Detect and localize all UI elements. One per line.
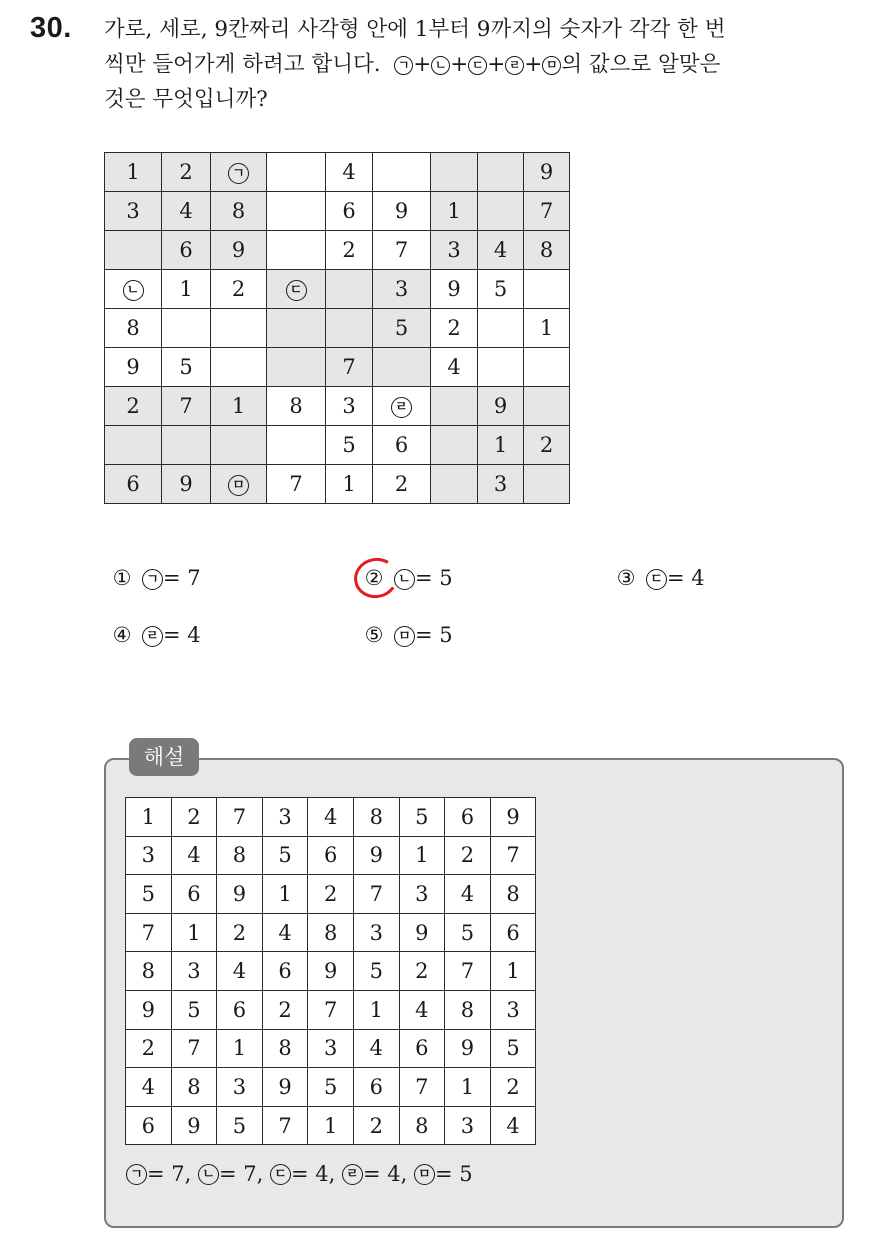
puzzle-cell: 7 — [162, 387, 211, 426]
solution-cell: 5 — [217, 1106, 263, 1145]
puzzle-cell: 9 — [105, 348, 162, 387]
solution-cell: 9 — [490, 798, 536, 837]
choice-number: ② — [364, 566, 384, 590]
solution-cell: 7 — [217, 798, 263, 837]
solution-cell: 2 — [445, 836, 491, 875]
puzzle-cell: 2 — [373, 465, 431, 504]
solution-cell: 7 — [308, 990, 354, 1029]
solution-cell: 8 — [353, 798, 399, 837]
solution-cell: 3 — [353, 913, 399, 952]
puzzle-cell: 4 — [326, 153, 373, 192]
circled-mark: ㄱ — [228, 163, 249, 184]
puzzle-cell — [105, 270, 162, 309]
empty-cell — [267, 231, 326, 270]
choice-content — [142, 566, 201, 590]
solution-cell: 7 — [399, 1068, 445, 1107]
puzzle-cell: 5 — [162, 348, 211, 387]
puzzle-cell: 5 — [326, 426, 373, 465]
empty-cell — [373, 348, 431, 387]
solution-cell: 1 — [217, 1029, 263, 1068]
solution-row — [126, 952, 536, 991]
choice-content — [394, 623, 453, 647]
solution-cell: 6 — [490, 913, 536, 952]
puzzle-cell: 9 — [373, 192, 431, 231]
solution-cell: 1 — [262, 875, 308, 914]
solution-cell: 4 — [217, 952, 263, 991]
puzzle-cell: 2 — [162, 153, 211, 192]
puzzle-cell: 5 — [478, 270, 524, 309]
circled-mark: ㄷ — [286, 280, 307, 301]
solution-cell: 6 — [399, 1029, 445, 1068]
solution-row — [126, 990, 536, 1029]
choice-value: = 4 — [667, 566, 705, 590]
choice-number: ③ — [616, 566, 636, 590]
solution-cell: 6 — [353, 1068, 399, 1107]
empty-cell — [105, 426, 162, 465]
empty-cell — [524, 465, 570, 504]
empty-cell — [267, 348, 326, 387]
choice-4[interactable] — [110, 623, 201, 647]
empty-cell — [431, 465, 478, 504]
choice-value: = 5 — [415, 623, 453, 647]
solution-cell: 5 — [308, 1068, 354, 1107]
answer-value: = 5 — [434, 1162, 473, 1186]
question-line-2-pre: 씩만 들어가게 하려고 합니다. — [104, 52, 381, 77]
puzzle-row — [105, 426, 570, 465]
question-number: 30. — [30, 12, 72, 44]
puzzle-cell: 1 — [431, 192, 478, 231]
puzzle-cell: 7 — [524, 192, 570, 231]
empty-cell — [478, 348, 524, 387]
solution-cell: 1 — [353, 990, 399, 1029]
solution-cell: 5 — [399, 798, 445, 837]
puzzle-cell: 9 — [431, 270, 478, 309]
solution-row — [126, 1029, 536, 1068]
puzzle-row — [105, 387, 570, 426]
choice-content — [646, 566, 705, 590]
solution-cell: 4 — [490, 1106, 536, 1145]
puzzle-grid — [104, 152, 570, 504]
solution-cell: 2 — [353, 1106, 399, 1145]
puzzle-cell: 2 — [431, 309, 478, 348]
solution-row — [126, 1068, 536, 1107]
puzzle-cell: 4 — [162, 192, 211, 231]
puzzle-cell: 2 — [211, 270, 267, 309]
plus-sign: + — [413, 52, 432, 77]
solution-cell: 5 — [262, 836, 308, 875]
puzzle-cell: 3 — [373, 270, 431, 309]
question-line-3: 것은 무엇입니까? — [104, 87, 268, 112]
empty-cell — [211, 309, 267, 348]
circled-mark: ㅁ — [394, 626, 415, 647]
puzzle-row — [105, 348, 570, 387]
solution-grid — [125, 797, 536, 1145]
solution-cell: 1 — [445, 1068, 491, 1107]
empty-cell — [267, 192, 326, 231]
solution-cell: 3 — [217, 1068, 263, 1107]
solution-cell: 2 — [217, 913, 263, 952]
empty-cell — [326, 309, 373, 348]
empty-cell — [105, 231, 162, 270]
solution-cell: 8 — [217, 836, 263, 875]
solution-cell: 5 — [490, 1029, 536, 1068]
puzzle-row — [105, 465, 570, 504]
solution-cell: 9 — [126, 990, 172, 1029]
solution-cell: 7 — [126, 913, 172, 952]
solution-cell: 6 — [126, 1106, 172, 1145]
empty-cell — [431, 153, 478, 192]
solution-cell: 9 — [308, 952, 354, 991]
solution-cell: 7 — [353, 875, 399, 914]
solution-cell: 5 — [171, 990, 217, 1029]
solution-row — [126, 836, 536, 875]
choice-2[interactable] — [362, 566, 453, 590]
circled-mark: ㄴ — [431, 56, 450, 75]
puzzle-cell: 4 — [478, 231, 524, 270]
puzzle-cell: 3 — [105, 192, 162, 231]
solution-cell: 3 — [171, 952, 217, 991]
circled-mark: ㅁ — [414, 1164, 435, 1185]
empty-cell — [431, 426, 478, 465]
question-line-1: 가로, 세로, 9칸짜리 사각형 안에 1부터 9까지의 숫자가 각각 한 번 — [104, 17, 726, 42]
circled-mark: ㄷ — [270, 1164, 291, 1185]
circled-mark: ㄴ — [394, 569, 415, 590]
puzzle-cell: 1 — [524, 309, 570, 348]
puzzle-cell: 9 — [478, 387, 524, 426]
circled-mark: ㄷ — [468, 56, 487, 75]
solution-cell: 4 — [445, 875, 491, 914]
puzzle-row — [105, 270, 570, 309]
empty-cell — [267, 153, 326, 192]
solution-cell: 8 — [490, 875, 536, 914]
puzzle-cell: 1 — [162, 270, 211, 309]
puzzle-cell: 6 — [326, 192, 373, 231]
solution-cell: 4 — [399, 990, 445, 1029]
circled-mark: ㄷ — [646, 569, 667, 590]
empty-cell — [373, 153, 431, 192]
solution-cell: 6 — [262, 952, 308, 991]
solution-cell: 1 — [399, 836, 445, 875]
solution-cell: 5 — [353, 952, 399, 991]
solution-cell: 8 — [126, 952, 172, 991]
choice-1[interactable] — [110, 566, 201, 590]
puzzle-cell — [211, 465, 267, 504]
plus-sign: + — [524, 52, 543, 77]
puzzle-cell: 1 — [326, 465, 373, 504]
plus-sign: + — [450, 52, 469, 77]
choice-content — [394, 566, 453, 590]
solution-cell: 5 — [126, 875, 172, 914]
solution-cell: 9 — [262, 1068, 308, 1107]
circled-mark: ㄱ — [126, 1164, 147, 1185]
puzzle-cell: 5 — [373, 309, 431, 348]
solution-cell: 3 — [399, 875, 445, 914]
circled-mark: ㅁ — [542, 56, 561, 75]
solution-cell: 4 — [262, 913, 308, 952]
answer-value: = 7, — [218, 1162, 270, 1186]
puzzle-cell: 6 — [373, 426, 431, 465]
choice-number: ④ — [112, 623, 132, 647]
solution-cell: 8 — [445, 990, 491, 1029]
solution-cell: 3 — [490, 990, 536, 1029]
empty-cell — [211, 426, 267, 465]
puzzle-cell: 8 — [211, 192, 267, 231]
puzzle-cell: 3 — [478, 465, 524, 504]
sum-expression — [394, 52, 561, 77]
solution-tab-label: 해설 — [129, 738, 199, 776]
solution-cell: 8 — [171, 1068, 217, 1107]
puzzle-cell — [267, 270, 326, 309]
solution-cell: 6 — [308, 836, 354, 875]
circled-mark: ㄱ — [142, 569, 163, 590]
choice-number: ① — [112, 566, 132, 590]
solution-row — [126, 798, 536, 837]
puzzle-cell: 2 — [524, 426, 570, 465]
answer-value: = 7, — [147, 1162, 198, 1186]
puzzle-cell: 1 — [211, 387, 267, 426]
puzzle-cell: 4 — [431, 348, 478, 387]
solution-cell: 7 — [262, 1106, 308, 1145]
choice-value: = 7 — [163, 566, 201, 590]
puzzle-cell: 3 — [431, 231, 478, 270]
solution-cell: 9 — [445, 1029, 491, 1068]
solution-cell: 9 — [171, 1106, 217, 1145]
puzzle-row — [105, 231, 570, 270]
solution-cell: 6 — [217, 990, 263, 1029]
choice-number: ⑤ — [364, 623, 384, 647]
puzzle-row — [105, 153, 570, 192]
solution-cell: 2 — [399, 952, 445, 991]
puzzle-row — [105, 309, 570, 348]
solution-cell: 4 — [308, 798, 354, 837]
puzzle-cell: 9 — [524, 153, 570, 192]
empty-cell — [211, 348, 267, 387]
question-line-2 — [104, 47, 874, 82]
solution-row — [126, 1106, 536, 1145]
choice-value: = 5 — [415, 566, 453, 590]
puzzle-cell — [211, 153, 267, 192]
solution-cell: 5 — [445, 913, 491, 952]
choice-5[interactable] — [362, 623, 453, 647]
solution-row — [126, 913, 536, 952]
solution-cell: 6 — [445, 798, 491, 837]
question-line-2-post: 의 값으로 알맞은 — [561, 52, 721, 77]
circled-mark: ㄱ — [394, 56, 413, 75]
puzzle-cell: 8 — [524, 231, 570, 270]
choice-3[interactable] — [614, 566, 705, 590]
solution-cell: 2 — [308, 875, 354, 914]
solution-row — [126, 875, 536, 914]
puzzle-cell: 7 — [373, 231, 431, 270]
puzzle-cell: 6 — [162, 231, 211, 270]
solution-cell: 9 — [399, 913, 445, 952]
answer-value: = 4, — [362, 1162, 414, 1186]
solution-cell: 4 — [171, 836, 217, 875]
solution-cell: 7 — [490, 836, 536, 875]
circled-mark: ㄴ — [123, 280, 144, 301]
puzzle-cell: 1 — [105, 153, 162, 192]
solution-cell: 2 — [171, 798, 217, 837]
solution-cell: 1 — [490, 952, 536, 991]
answer-value: = 4, — [290, 1162, 342, 1186]
empty-cell — [326, 270, 373, 309]
empty-cell — [162, 426, 211, 465]
solution-cell: 7 — [445, 952, 491, 991]
solution-cell: 3 — [126, 836, 172, 875]
solution-cell: 4 — [126, 1068, 172, 1107]
puzzle-cell: 7 — [326, 348, 373, 387]
puzzle-cell: 2 — [105, 387, 162, 426]
solution-cell: 2 — [126, 1029, 172, 1068]
circled-mark: ㄹ — [391, 397, 412, 418]
puzzle-cell: 1 — [478, 426, 524, 465]
solution-cell: 8 — [308, 913, 354, 952]
empty-cell — [431, 387, 478, 426]
puzzle-cell — [373, 387, 431, 426]
puzzle-cell: 3 — [326, 387, 373, 426]
empty-cell — [478, 309, 524, 348]
solution-cell: 7 — [171, 1029, 217, 1068]
puzzle-cell: 9 — [211, 231, 267, 270]
solution-cell: 9 — [353, 836, 399, 875]
choice-value: = 4 — [163, 623, 201, 647]
empty-cell — [162, 309, 211, 348]
plus-sign: + — [487, 52, 506, 77]
puzzle-cell: 9 — [162, 465, 211, 504]
solution-cell: 1 — [171, 913, 217, 952]
circled-mark: ㄹ — [142, 626, 163, 647]
solution-cell: 3 — [445, 1106, 491, 1145]
solution-cell: 3 — [262, 798, 308, 837]
solution-answers — [126, 1162, 473, 1186]
solution-cell: 1 — [126, 798, 172, 837]
solution-cell: 2 — [262, 990, 308, 1029]
solution-cell: 9 — [217, 875, 263, 914]
choice-content — [142, 623, 201, 647]
empty-cell — [478, 192, 524, 231]
empty-cell — [267, 309, 326, 348]
solution-cell: 8 — [399, 1106, 445, 1145]
empty-cell — [478, 153, 524, 192]
solution-cell: 1 — [308, 1106, 354, 1145]
puzzle-cell: 8 — [105, 309, 162, 348]
puzzle-cell: 7 — [267, 465, 326, 504]
puzzle-cell: 6 — [105, 465, 162, 504]
empty-cell — [524, 270, 570, 309]
solution-cell: 2 — [490, 1068, 536, 1107]
circled-mark: ㄹ — [505, 56, 524, 75]
circled-mark: ㅁ — [228, 475, 249, 496]
puzzle-row — [105, 192, 570, 231]
circled-mark: ㄹ — [342, 1164, 363, 1185]
empty-cell — [524, 348, 570, 387]
puzzle-cell: 2 — [326, 231, 373, 270]
puzzle-cell: 8 — [267, 387, 326, 426]
empty-cell — [267, 426, 326, 465]
question-text — [104, 12, 874, 117]
solution-cell: 4 — [353, 1029, 399, 1068]
solution-cell: 3 — [308, 1029, 354, 1068]
circled-mark: ㄴ — [198, 1164, 219, 1185]
empty-cell — [524, 387, 570, 426]
solution-cell: 6 — [171, 875, 217, 914]
solution-cell: 8 — [262, 1029, 308, 1068]
